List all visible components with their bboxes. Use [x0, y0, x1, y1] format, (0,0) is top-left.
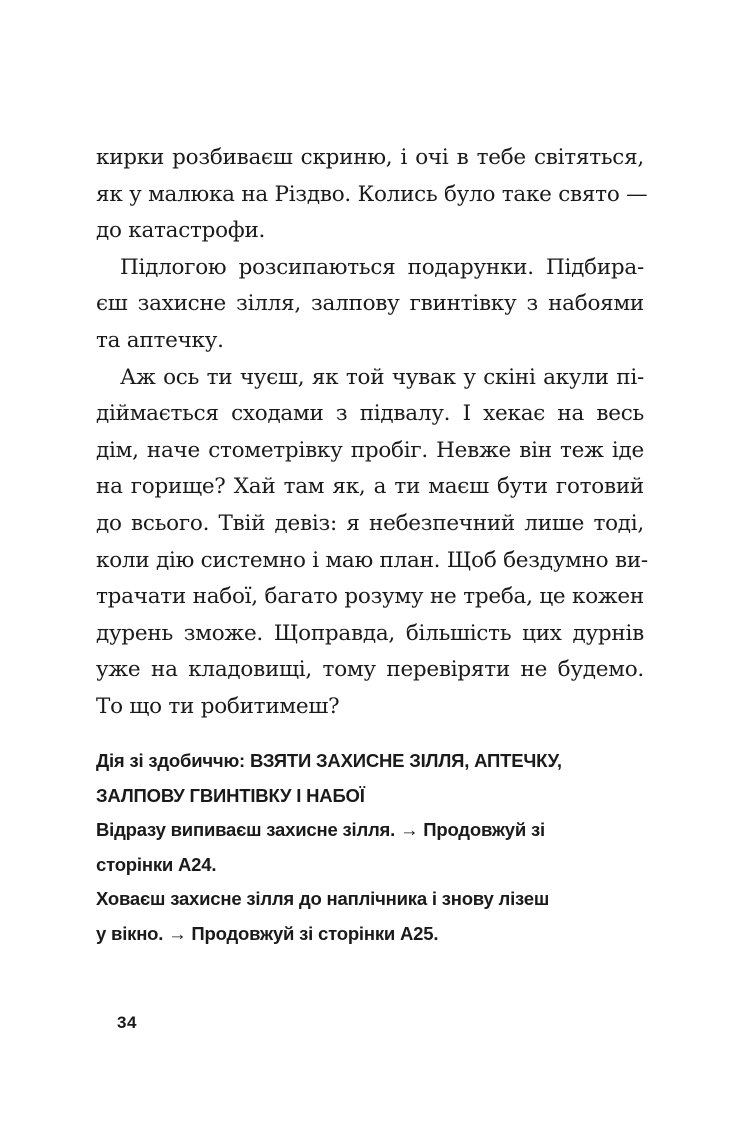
text-line: кирки розбиваєш скриню, і очі в тебе світяться, [96, 145, 644, 170]
text-line: та аптечку. [96, 327, 224, 353]
choice-option-2-line-1: Ховаєш захисне зілля до наплічника і знову лізеш [96, 888, 550, 910]
paragraph-1 [96, 140, 648, 250]
text-line: дурень зможе. Щоправда, більшість цих дурнів [96, 620, 644, 646]
choice-option-1-line-2: сторінки А24. [96, 853, 217, 875]
page-number: 34 [117, 1013, 137, 1032]
choice-option-1-line-1: Відразу випиваєш захисне зілля. → Продовжуй зі [96, 819, 545, 841]
text-line: до катастрофи. [96, 218, 266, 244]
text-line: Аж ось ти чуєш, як той чувак у скіні акули пі- [120, 364, 644, 390]
text-line: єш захисне зілля, залпову гвинтівку з набоями [96, 291, 644, 317]
paragraph-3 [96, 360, 648, 726]
paragraph-2 [96, 250, 644, 360]
text-line: до всього. Твій девіз: я небезпечний лише тоді, [96, 510, 644, 536]
choices-block [96, 744, 644, 952]
text-line: трачати набої, багато розуму не треба, це кожен [96, 584, 644, 610]
loot-action-line-1: Дія зі здобиччю: ВЗЯТИ ЗАХИСНЕ ЗІЛЛЯ, АПТЕЧКУ, [96, 750, 562, 771]
text-line: коли дію системно і маю план. Щоб бездумно ви- [96, 547, 648, 573]
loot-action-line-2: ЗАЛПОВУ ГВИНТІВКУ І НАБОЇ [96, 784, 365, 806]
choice-option-2-line-2: у вікно. → Продовжуй зі сторінки А25. [96, 922, 439, 944]
text-line: дім, наче стометрівку пробіг. Невже він теж іде [96, 437, 644, 463]
text-line: уже на кладовищі, тому перевіряти не будемо. [96, 657, 644, 683]
text-line: як у малюка на Різдво. Колись було таке свято — [96, 181, 648, 207]
text-line: Підлогою розсипаються подарунки. Підбира- [120, 254, 644, 280]
text-line: діймається сходами з підвалу. І хекає на весь [96, 401, 644, 427]
text-line: на горище? Хай там як, а ти маєш бути готовий [96, 474, 644, 500]
story-text [96, 140, 648, 726]
text-line: То що ти робитимеш? [96, 693, 340, 719]
